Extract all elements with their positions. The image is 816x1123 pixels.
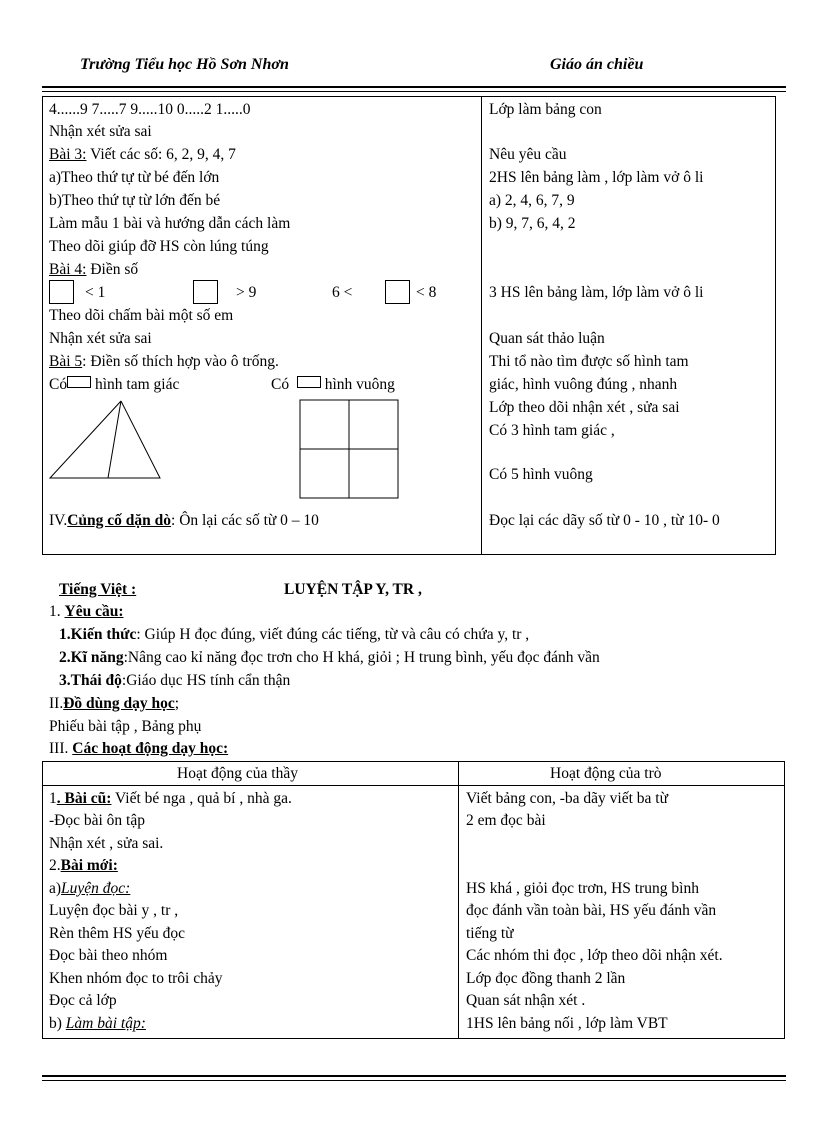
top-table-divider: [481, 96, 482, 554]
exercise-text: : Điền số thích hợp vào ô trống.: [82, 353, 279, 370]
text-line: a) 2, 4, 6, 7, 9: [489, 192, 575, 209]
exercise-label: Bài 4:: [49, 261, 87, 278]
text-line: HS khá , giỏi đọc trơn, HS trung bình: [466, 880, 699, 897]
activity-new-lesson: 2.Bài mới:: [49, 857, 118, 874]
exercise-4: [49, 259, 138, 281]
square-grid-figure: [299, 399, 401, 501]
blank-box: [385, 280, 410, 304]
objective-knowledge: 1.Kiến thức: Giúp H đọc đúng, viết đúng các tiếng, từ và câu có chứa y, tr ,: [59, 626, 530, 643]
text-line: Các nhóm thi đọc , lớp theo dõi nhận xét.: [466, 947, 723, 964]
triangle-count-line: Có hình tam giác: [49, 376, 180, 393]
text-line: Lớp đọc đồng thanh 2 lần: [466, 970, 626, 987]
text-line: Quan sát thảo luận: [489, 330, 605, 347]
text-line: 2HS lên bảng làm , lớp làm vở ô li: [489, 169, 704, 186]
text-line: Lớp làm bảng con: [489, 101, 602, 118]
exercise-text: Viết các số: 6, 2, 9, 4, 7: [86, 146, 236, 163]
text-line: Có 5 hình vuông: [489, 466, 593, 483]
document-title: Giáo án chiều: [550, 56, 644, 73]
section-label: Củng cố dặn dò: [67, 512, 172, 529]
text-line: Viết bảng con, -ba dãy viết ba từ: [466, 790, 669, 807]
materials-list: Phiếu bài tập , Bảng phụ: [49, 718, 202, 735]
text-line: Rèn thêm HS yếu đọc: [49, 925, 186, 942]
header-rule: [42, 86, 786, 92]
activity-exercise: b) Làm bài tập:: [49, 1015, 146, 1032]
text-line: Đọc lại các dãy số từ 0 - 10 , từ 10- 0: [489, 512, 720, 529]
activity-old-lesson: 1. Bài cũ: Viết bé nga , quả bí , nhà ga.: [49, 790, 292, 807]
text-line: giác, hình vuông đúng , nhanh: [489, 376, 678, 393]
page-header: [80, 52, 756, 82]
text-line: Có 3 hình tam giác ,: [489, 422, 615, 439]
section-heading: II.Đồ dùng dạy học;: [49, 695, 180, 712]
exercise-5: [49, 351, 279, 373]
footer-rule: [42, 1075, 786, 1081]
text-line: Nhận xét sửa sai: [49, 330, 152, 347]
column-header-teacher: Hoạt động của thầy: [177, 765, 298, 782]
text-line: Nhận xét , sửa sai.: [49, 835, 164, 852]
text-line: b) 9, 7, 6, 4, 2: [489, 215, 576, 232]
exercise-3: [49, 144, 236, 166]
text-line: tiếng từ: [466, 925, 514, 942]
text-line: 1HS lên bảng nối , lớp làm VBT: [466, 1015, 668, 1032]
text-line: Theo dõi chấm bài một số em: [49, 307, 234, 324]
square-count-line: Có hình vuông: [271, 376, 395, 393]
subject-label: Tiếng Việt :: [59, 581, 137, 598]
compare-row: 4......9 7.....7 9.....10 0.....2 1.....0: [49, 101, 251, 118]
text-line: Làm mẫu 1 bài và hướng dẫn cách làm: [49, 215, 291, 232]
section-heading: III. Các hoạt động dạy học:: [49, 740, 229, 757]
triangle-figure: [46, 398, 166, 482]
text-line: Lớp theo dõi nhận xét , sửa sai: [489, 399, 680, 416]
text-line: Đọc cả lớp: [49, 992, 117, 1009]
activities-table-header-rule: [42, 785, 784, 786]
exercise-label: Bài 5: [49, 353, 83, 370]
text-line: Khen nhóm đọc to trôi chảy: [49, 970, 223, 987]
compare-expr: 6 <: [332, 284, 353, 301]
section-heading: 1. Yêu cầu:: [49, 603, 124, 620]
blank-box: [297, 376, 321, 388]
consolidation-line: IV.Củng cố dặn dò: Ôn lại các số từ 0 – 10: [49, 512, 319, 529]
exercise-label: Bài 3:: [49, 146, 87, 163]
objective-skill: 2.Kĩ năng:Nâng cao kỉ năng đọc trơn cho H khá, giỏi ; H trung bình, yếu đọc đánh vần: [59, 649, 600, 666]
text-line: 3 HS lên bảng làm, lớp làm vở ô li: [489, 284, 704, 301]
text-line: đọc đánh vần toàn bài, HS yếu đánh vần: [466, 902, 717, 919]
text-line: a)Theo thứ tự từ bé đến lớn: [49, 169, 220, 186]
text-line: -Đọc bài ôn tập: [49, 812, 145, 829]
activities-table-divider: [458, 761, 459, 1038]
lesson-title: LUYỆN TẬP Y, TR ,: [284, 581, 422, 598]
text-line: Đọc bài theo nhóm: [49, 947, 168, 964]
blank-box: [193, 280, 218, 304]
text-line: Luyện đọc bài y , tr ,: [49, 902, 179, 919]
column-header-student: Hoạt động của trò: [550, 765, 662, 782]
compare-expr: < 8: [416, 284, 437, 301]
exercise-text: Điền số: [86, 261, 139, 278]
blank-box: [49, 280, 74, 304]
compare-expr: < 1: [85, 284, 106, 301]
text-line: Theo dõi giúp đỡ HS còn lúng túng: [49, 238, 269, 255]
text-line: 2 em đọc bài: [466, 812, 546, 829]
text-line: Thi tổ nào tìm được số hình tam: [489, 353, 689, 370]
school-name: Trường Tiểu học Hồ Sơn Nhơn: [80, 56, 289, 73]
objective-attitude: 3.Thái độ:Giáo dục HS tính cẩn thận: [59, 672, 291, 689]
text-line: Nhận xét sửa sai: [49, 123, 152, 140]
text-line: Nêu yêu cầu: [489, 146, 567, 163]
compare-expr: > 9: [236, 284, 257, 301]
text-line: Quan sát nhận xét .: [466, 992, 586, 1009]
text-line: b)Theo thứ tự từ lớn đến bé: [49, 192, 221, 209]
blank-box: [67, 376, 91, 388]
activity-reading: a)Luyện đọc:: [49, 880, 131, 897]
